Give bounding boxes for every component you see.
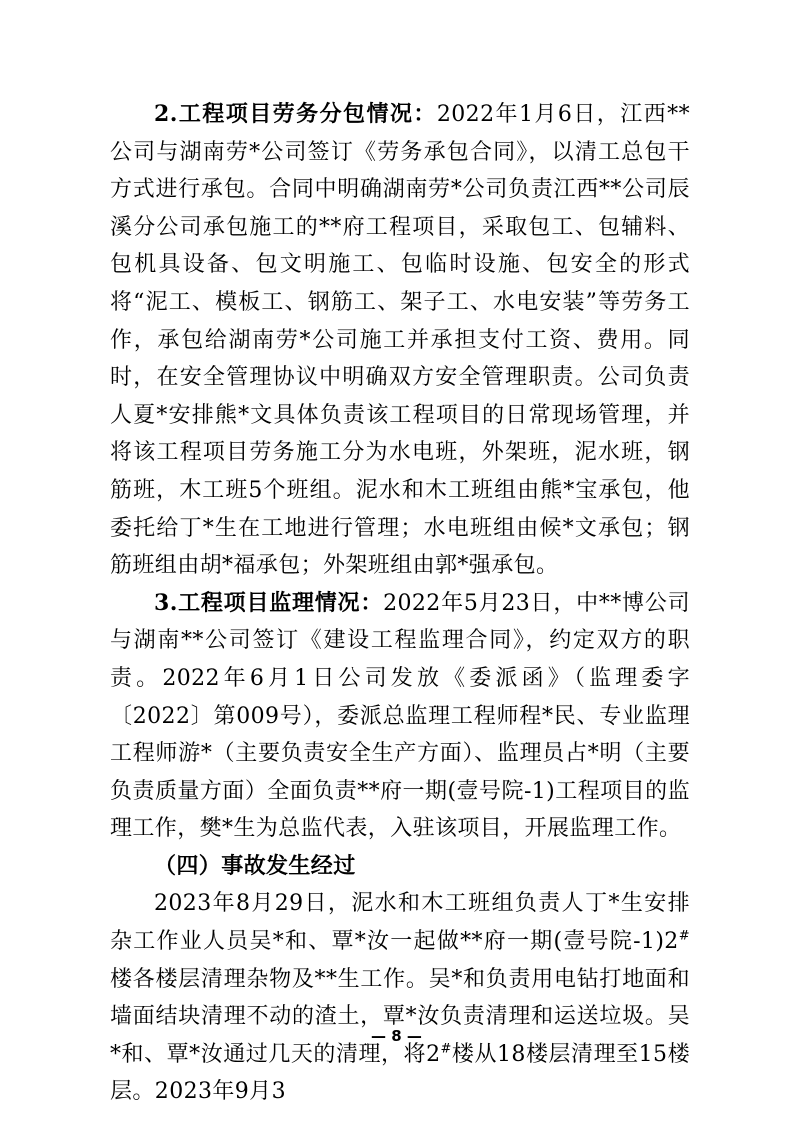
section-heading-accident-process: （四）事故发生经过 bbox=[154, 852, 356, 879]
paragraph-lead-supervision: 3.工程项目监理情况： bbox=[154, 589, 384, 616]
building-mark-1: # bbox=[678, 928, 690, 944]
paragraph-text-supervision: 2022年5月23日，中**博公司与湖南**公司签订《建设工程监理合同》，约定双方的职责。2022年6月1日公司发放《委派函》（监理委字〔2022〕第009号），委派总监理工程师程*民、专业监理工程师游*（主要负责安全生产方面）、监理员占*明（主要负责质量方面）全面负责**府一期(壹号院-1)工程项目的监理工作，樊*生为总监代表，入驻该项目，开展监理工作。 bbox=[110, 590, 690, 842]
accident-text-part2: 楼各楼层清理杂物及**生工作。吴*和负责用电钻打地面和墙面结块清理不动的渣土，覃*汝负责清理和运送垃圾。吴*和、覃*汝通过几天的清理，将2 bbox=[110, 966, 690, 1067]
paragraph-supervision bbox=[110, 585, 690, 848]
accident-text-part3: 楼从18楼层清理至15楼层。2023年9月3 bbox=[110, 1041, 690, 1105]
paragraph-lead-labor-subcontracting: 2.工程项目劳务分包情况： bbox=[154, 101, 437, 127]
document-body bbox=[110, 96, 690, 1111]
accident-text-part1: 2023年8月29日，泥水和木工班组负责人丁*生安排杂工作业人员吴*和、覃*汝一起做**府一期(壹号院-1)2 bbox=[110, 891, 690, 955]
paragraph-accident-process bbox=[110, 885, 690, 1111]
paragraph-labor-subcontracting bbox=[110, 96, 690, 585]
building-mark-2: # bbox=[440, 1041, 452, 1057]
page-number: — 8 — bbox=[371, 1027, 422, 1045]
paragraph-text-labor-subcontracting: 2022年1月6日，江西**公司与湖南劳*公司签订《劳务承包合同》，以清工总包干方式进行承包。合同中明确湖南劳*公司负责江西**公司辰溪分公司承包施工的**府工程项目，采取包工、包辅料、包机具设备、包文明施工、包临时设施、包安全的形式将“泥工、模板工、钢筋工、架子工、水电安装”等劳务工作，承包给湖南劳*公司施工并承担支付工资、费用。同时，在安全管理协议中明确双方安全管理职责。公司负责人夏*安排熊*文具体负责该工程项目的日常现场管理，并将该工程项目劳务施工分为水电班，外架班，泥水班，钢筋班，木工班5个班组。泥水和木工班组由熊*宝承包，他委托给丁*生在工地进行管理；水电班组由候*文承包；钢筋班组由胡*福承包；外架班组由郭*强承包。 bbox=[110, 102, 690, 579]
